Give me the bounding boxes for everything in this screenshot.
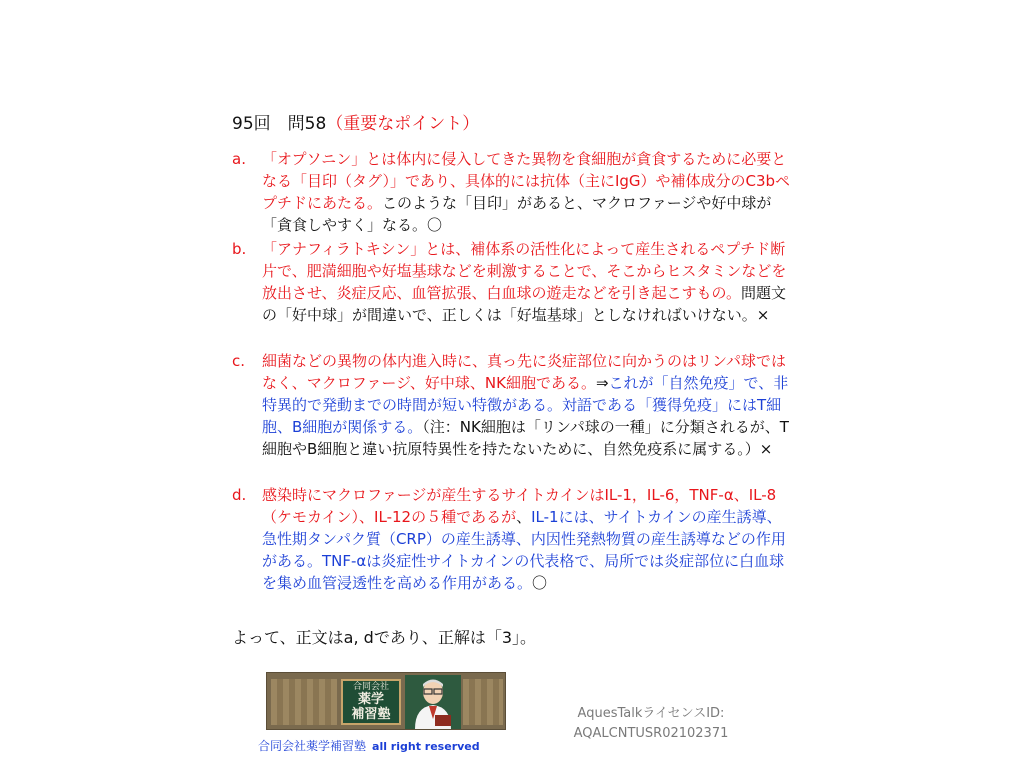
item-text-segment: これが「自然免疫」で、非特異的で発動までの時間が短い特徴がある。対語である「獲得免疫」にはT細胞、B細胞が関係する。	[262, 374, 789, 436]
item-text-segment: （注：NK細胞は「リンパ球の一種」に分類されるが、T細胞やB細胞と違い抗原特異性を持たないために、自然免疫系に属する。）×	[262, 418, 789, 458]
explanation-item-a	[232, 148, 792, 236]
teacher-illustration-icon	[405, 675, 461, 729]
item-text-segment: ⇒	[595, 374, 609, 392]
rights-text: all right reserved	[372, 740, 480, 753]
company-name: 合同会社薬学補習塾	[258, 739, 367, 753]
license-id	[566, 704, 736, 744]
item-text-segment: このような「目印」があると、マクロファージや好中球が「貪食しやすく」なる。〇	[262, 194, 772, 234]
item-text-segment: 〇	[532, 574, 548, 592]
bookshelf-decoration	[463, 679, 503, 725]
bookshelf-decoration	[271, 679, 337, 725]
question-title	[232, 112, 479, 136]
title-highlight: （重要なポイント）	[326, 114, 480, 134]
logo-line-1: 合同会社	[352, 682, 389, 692]
item-label: a.	[232, 150, 246, 168]
item-label: c.	[232, 352, 246, 370]
item-text-segment: 、	[516, 508, 532, 526]
item-text-segment: 問題文の「好中球」が間違いで、正しくは「好塩基球」としなければいけない。×	[262, 284, 786, 324]
item-label: d.	[232, 486, 247, 504]
item-body	[262, 238, 792, 326]
item-label: b.	[232, 240, 247, 258]
item-text-segment: 細菌などの異物の体内進入時に、真っ先に炎症部位に向かうのはリンパ球ではなく、マクロファージ、好中球、NK細胞である。	[262, 352, 786, 392]
license-line-1: AquesTalkライセンスID:	[577, 706, 725, 721]
chalkboard-sign	[341, 679, 401, 725]
explanation-item-d	[232, 484, 792, 594]
footer-copyright	[258, 738, 480, 755]
explanation-item-b	[232, 238, 792, 326]
question-number: 95回 問58	[232, 114, 327, 134]
school-logo-banner	[266, 672, 506, 730]
item-body	[262, 350, 792, 460]
conclusion-text: よって、正文はa, dであり、正解は「3」。	[232, 628, 536, 647]
license-line-2: AQALCNTUSR02102371	[573, 726, 729, 741]
explanation-item-c	[232, 350, 792, 460]
item-text-segment: 感染時にマクロファージが産生するサイトカインはIL-1，IL-6，TNF-α、IL-8（ケモカイン）、IL-12の５種であるが	[262, 486, 777, 526]
item-text-segment: 「オプソニン」とは体内に侵入してきた異物を食細胞が貪食するために必要となる「目印（タグ）」であり、具体的には抗体（主にIgG）や補体成分のC3bペプチドにあたる。	[262, 150, 791, 212]
logo-line-2: 薬学	[357, 692, 384, 707]
logo-line-3: 補習塾	[351, 707, 391, 722]
item-body	[262, 148, 792, 236]
item-text-segment: IL-1には、サイトカインの産生誘導、急性期タンパク質（CRP）の産生誘導、内因性発熱物質の産生誘導などの作用がある。TNF-αは炎症性サイトカインの代表格で、局所では炎症部位に白血球を集め血管浸透性を高める作用がある。	[262, 508, 786, 592]
item-text-segment: 「アナフィラトキシン」とは、補体系の活性化によって産生されるペプチド断片で、肥満細胞や好塩基球などを刺激することで、そこからヒスタミンなどを放出させ、炎症反応、血管拡張、白血球の遊走などを引き起こすもの。	[262, 240, 787, 302]
item-body	[262, 484, 792, 594]
